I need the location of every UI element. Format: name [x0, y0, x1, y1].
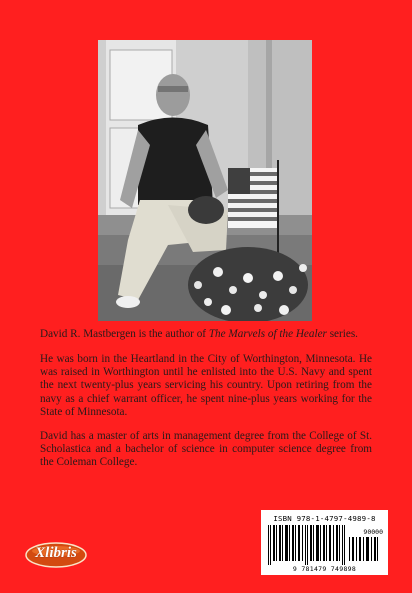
- barcode-digits: 9 781479 749898: [292, 565, 357, 573]
- publisher-logo: [25, 542, 87, 568]
- barcode-addon: 90000: [363, 528, 383, 536]
- author-caption-prefix: David R. Mastbergen is the author of: [40, 328, 209, 340]
- publisher-logo-text: Xlibris: [35, 545, 77, 561]
- barcode-addon-bars: [349, 537, 379, 561]
- bio-paragraph-1: He was born in the Heartland in the City of Worthington, Minnesota. He was raised in Worthington until he enlisted into the U.S. Navy and spent the next twenty-plus years servicing his country. Upon retiring from the navy as a chief warrant officer, he spent nine-plus years working for the State of Minnesota.: [40, 353, 372, 418]
- bio-paragraph-2: David has a master of arts in management degree from the College of St. Scholastica and a bachelor of science in computer science degree from the Coleman College.: [40, 430, 372, 469]
- barcode-bars: [268, 525, 348, 565]
- author-photo: [98, 40, 312, 321]
- book-series-title: The Marvels of the Healer: [208, 328, 327, 340]
- isbn-label: ISBN 978-1-4797-4989-8: [273, 514, 376, 523]
- author-photo-image: [98, 40, 312, 321]
- isbn-barcode: [261, 510, 388, 575]
- author-caption-suffix: series.: [326, 328, 358, 340]
- author-caption: [40, 327, 380, 341]
